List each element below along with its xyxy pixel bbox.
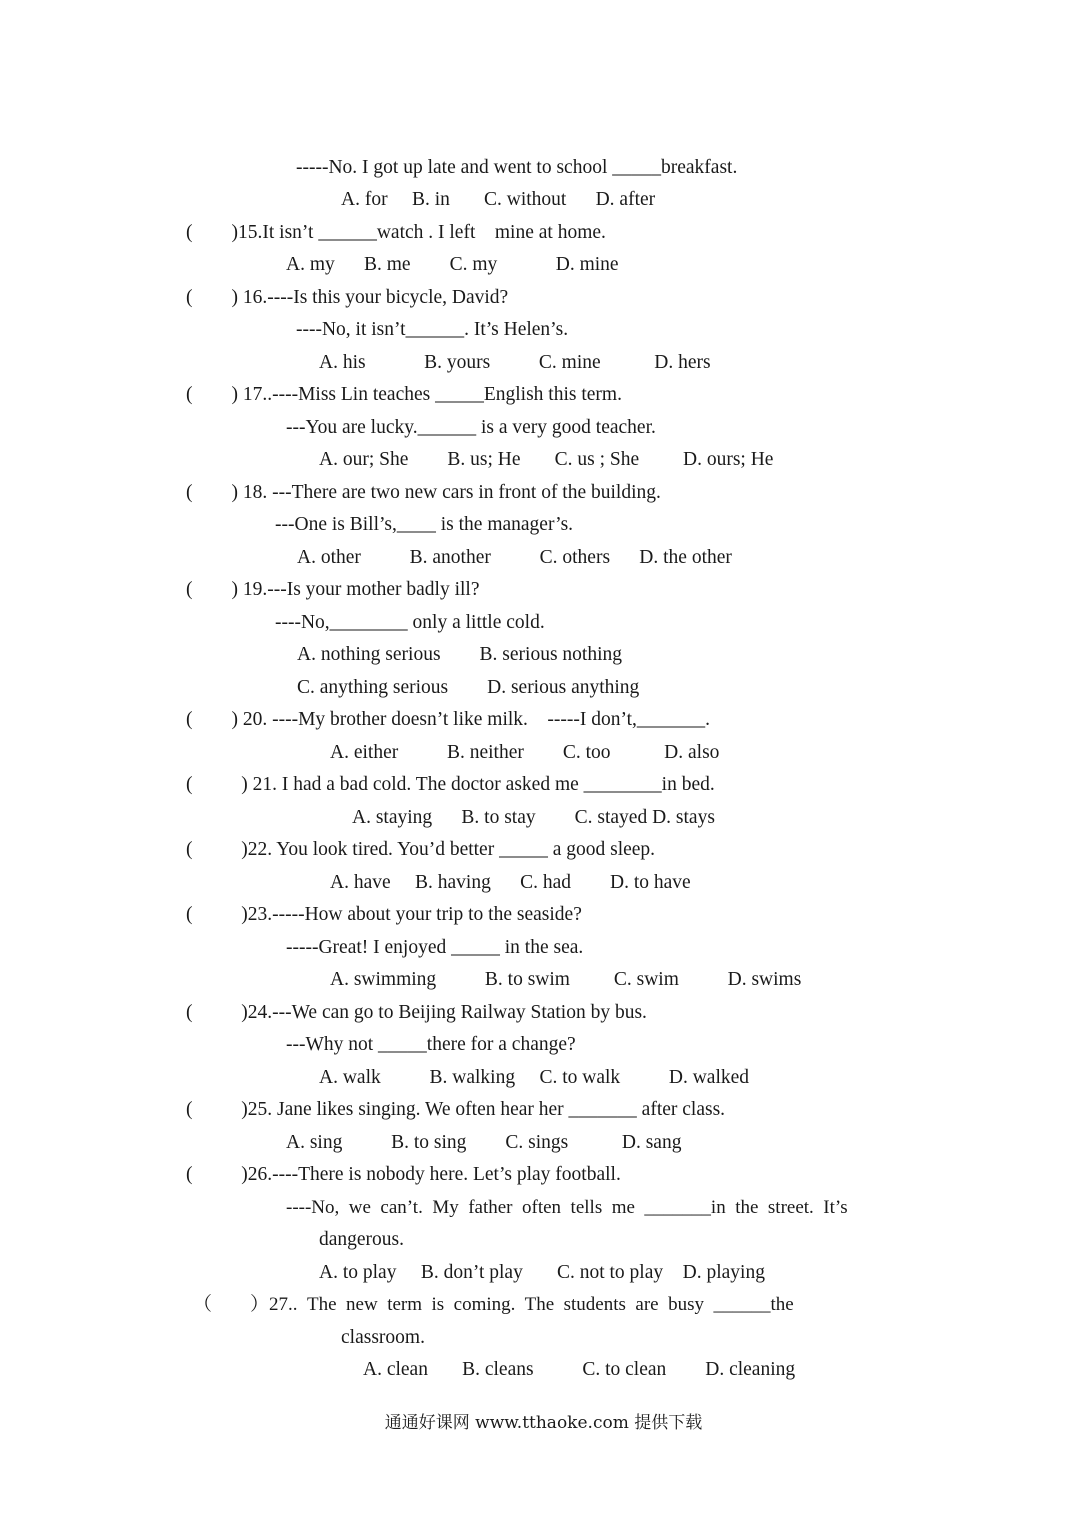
q26-answer-line: ----No, we can’t. My father often tells me _______in the street. It’s — [286, 1197, 848, 1218]
q23-answer-line: -----Great! I enjoyed _____ in the sea. — [286, 937, 584, 958]
q16-question: ( ) 16.----Is this your bicycle, David? — [186, 287, 509, 308]
q23-question: ( )23.-----How about your trip to the seaside? — [186, 904, 582, 925]
q14-options: A. for B. in C. without D. after — [341, 189, 656, 210]
q22-options: A. have B. having C. had D. to have — [330, 872, 691, 893]
q18-question: ( ) 18. ---There are two new cars in front of the building. — [186, 482, 661, 503]
q23-options: A. swimming B. to swim C. swim D. swims — [330, 969, 802, 990]
q17-answer-line: ---You are lucky.______ is a very good teacher. — [286, 417, 656, 438]
q21-question: ( ) 21. I had a bad cold. The doctor asked me ________in bed. — [186, 774, 715, 795]
q27-options: A. clean B. cleans C. to clean D. cleaning — [363, 1359, 796, 1380]
q22-question: ( )22. You look tired. You’d better _____ a good sleep. — [186, 839, 656, 860]
q26-question: ( )26.----There is nobody here. Let’s play football. — [186, 1164, 621, 1185]
q19-options-row1: A. nothing serious B. serious nothing — [297, 644, 622, 665]
q19-answer-line: ----No,________ only a little cold. — [275, 612, 545, 633]
q24-options: A. walk B. walking C. to walk D. walked — [319, 1067, 750, 1088]
q16-options: A. his B. yours C. mine D. hers — [319, 352, 711, 373]
q20-question: ( ) 20. ----My brother doesn’t like milk. -----I don’t,_______. — [186, 709, 711, 730]
q20-options: A. either B. neither C. too D. also — [330, 742, 720, 763]
page-footer: 通通好课网 www.tthaoke.com 提供下载 — [384, 1413, 703, 1433]
q21-options: A. staying B. to stay C. stayed D. stays — [352, 807, 715, 828]
q19-question: ( ) 19.---Is your mother badly ill? — [186, 579, 480, 600]
q17-options: A. our; She B. us; He C. us ; She D. ours; He — [319, 449, 774, 470]
q19-options-row2: C. anything serious D. serious anything — [297, 677, 640, 698]
q24-answer-line: ---Why not _____there for a change? — [286, 1034, 576, 1055]
q27-question: （ ）27.. The new term is coming. The students are busy ______the — [193, 1294, 794, 1315]
q25-options: A. sing B. to sing C. sings D. sang — [286, 1132, 682, 1153]
q16-answer-line: ----No, it isn’t______. It’s Helen’s. — [296, 319, 569, 340]
q18-answer-line: ---One is Bill’s,____ is the manager’s. — [275, 514, 574, 535]
q15-options: A. my B. me C. my D. mine — [286, 254, 619, 275]
q17-question: ( ) 17..----Miss Lin teaches _____English this term. — [186, 384, 622, 405]
q25-question: ( )25. Jane likes singing. We often hear her _______ after class. — [186, 1099, 726, 1120]
q24-question: ( )24.---We can go to Beijing Railway Station by bus. — [186, 1002, 647, 1023]
q15-question: ( )15.It isn’t ______watch . I left mine at home. — [186, 222, 606, 243]
q27-question-cont: classroom. — [341, 1327, 425, 1348]
q18-options: A. other B. another C. others D. the other — [297, 547, 732, 568]
q26-options: A. to play B. don’t play C. not to play D. playing — [319, 1262, 765, 1283]
q26-answer-line-cont: dangerous. — [319, 1229, 405, 1250]
q14-answer-line: -----No. I got up late and went to school _____breakfast. — [296, 157, 738, 178]
